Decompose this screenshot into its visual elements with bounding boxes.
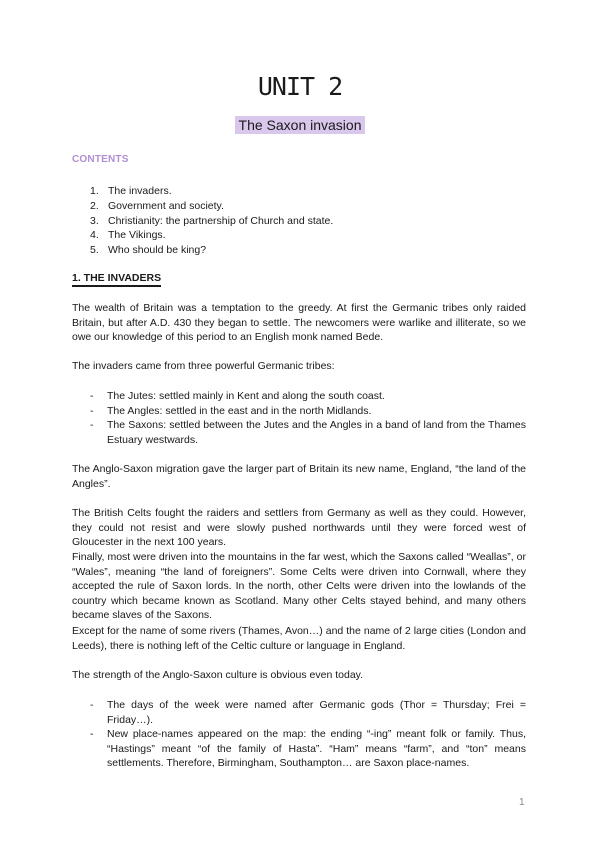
subtitle-highlight: The Saxon invasion bbox=[235, 116, 366, 134]
section-heading-invaders: 1. THE INVADERS bbox=[72, 272, 161, 287]
toc-item: 1. The invaders. bbox=[90, 185, 172, 197]
paragraph-celtic-remnants: Except for the name of some rivers (Thames, Avon…) and the name of 2 large cities (London and Leeds), there is nothing left of the Celtic culture or language in England. bbox=[72, 625, 526, 652]
toc-item: 4. The Vikings. bbox=[90, 229, 166, 242]
culture-list bbox=[90, 698, 526, 771]
paragraph-celts-fought: The British Celts fought the raiders and settlers from Germany as well as they could. However, they could not resist and were slowly pushed northwards until they were forced west of Gloucester in the next 100 years. bbox=[72, 507, 526, 548]
list-item: - The days of the week were named after Germanic gods (Thor = Thursday; Frei = Friday…). bbox=[90, 699, 526, 726]
list-item: - New place-names appeared on the map: the ending “-ing” meant folk or family. Thus, “Hastings” meant “of the family of Hasta”. “Ham” means “farm”, and “ton” means settlements. Therefore, Birmingham, Southampton… are Saxon place-names. bbox=[90, 728, 526, 769]
unit-title: UNIT 2 bbox=[257, 72, 343, 101]
paragraph-england-name: The Anglo-Saxon migration gave the larger part of Britain its new name, England, “the land of the Angles”. bbox=[72, 463, 526, 490]
list-item: - The Jutes: settled mainly in Kent and along the south coast. bbox=[90, 390, 385, 402]
subtitle-container bbox=[0, 117, 600, 135]
toc-item: 5. Who should be king? bbox=[90, 244, 207, 257]
paragraph-culture-strength: The strength of the Anglo-Saxon culture is obvious even today. bbox=[72, 669, 364, 681]
paragraph-tribes-intro: The invaders came from three powerful Germanic tribes: bbox=[72, 360, 335, 372]
contents-heading: CONTENTS bbox=[72, 154, 129, 165]
tribes-list bbox=[90, 389, 526, 447]
paragraph-wealth: The wealth of Britain was a temptation to the greedy. At first the Germanic tribes only raided Britain, but after A.D. 430 they began to settle. The newcomers were warlike and illiterate, so we owe our knowledge of this period to an English monk named Bede. bbox=[72, 302, 526, 343]
paragraph-celts-driven: Finally, most were driven into the mountains in the far west, which the Saxons called “Weallas”, or “Wales”, meaning “the land of foreigners”. Some Celts were driven into Cornwall, where they accepted the rule of Saxon lords. In the north, other Celts were driven into the lowlands of the country which became known as Scotland. Many other Celts stayed behind, and many others became slaves of the Saxons. bbox=[72, 551, 526, 621]
table-of-contents bbox=[90, 184, 333, 258]
list-item: - The Saxons: settled between the Jutes and the Angles in a band of land from the Thames Estuary westwards. bbox=[90, 419, 526, 446]
toc-item: 3. Christianity: the partnership of Church and state. bbox=[90, 214, 334, 227]
list-item: - The Angles: settled in the east and in the north Midlands. bbox=[90, 404, 372, 417]
page-number: 1 bbox=[519, 797, 525, 808]
toc-item: 2. Government and society. bbox=[90, 199, 224, 212]
